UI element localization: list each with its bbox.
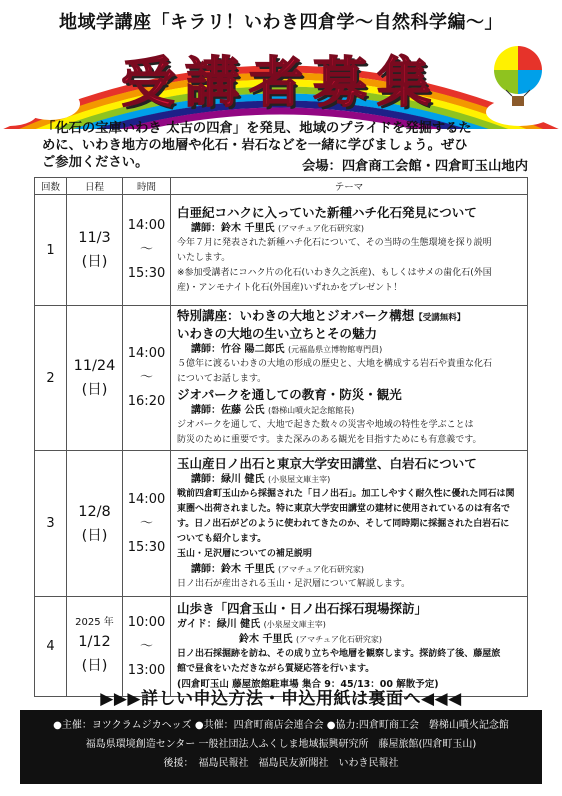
date-value: 11/3 [78, 230, 111, 246]
end-time: 16:20 [127, 394, 166, 409]
session-title [177, 308, 523, 326]
supplement-title: 玉山・足沢層についての補足説明 [177, 548, 312, 559]
table-header-row [35, 178, 528, 195]
main-title: 受講者募集 [121, 51, 441, 114]
session-date [67, 306, 123, 451]
session-no: 1 [35, 195, 67, 306]
table-row [35, 306, 528, 451]
lecturer [177, 342, 523, 357]
session-date [67, 195, 123, 306]
day-value: (日) [81, 527, 108, 544]
session-title: ジオパークを通しての教育・防災・観光 [177, 387, 402, 402]
footer-line: ●主催：ヨツクラムジカヘッズ ●共催：四倉町商店会連合会 ●協力:四倉町商工会 磐梯山噴火記念館 [53, 720, 509, 731]
start-time: 14:00 [127, 218, 166, 233]
end-time: 15:30 [127, 539, 166, 555]
free-tag: 【受講無料】 [414, 313, 466, 323]
intro-line: めに、いわき地方の地層や化石・岩石などを一緒に学びましょう。ぜひ [42, 138, 468, 153]
time-separator: 〜 [139, 638, 153, 654]
lecturer-affiliation: (アマチュア化石研究家) [277, 223, 364, 233]
guide-name: 鈴木 千里氏 [239, 634, 293, 645]
start-time: 10:00 [127, 614, 166, 630]
lecturer-name: 講師：鈴木 千里氏 [191, 563, 275, 575]
application-notice: ▶▶▶詳しい申込方法・申込用紙は裏面へ◀◀◀ [100, 689, 462, 709]
guide-affiliation: (アマチュア化石研究家) [295, 635, 382, 644]
end-time: 13:00 [127, 662, 166, 678]
session-theme [171, 195, 528, 306]
session-title: 白亜紀コハクに入っていた新種ハチ化石発見について [177, 204, 477, 220]
day-value: (日) [81, 254, 108, 270]
title-text: 特別講座：いわきの大地とジオパーク構想 [177, 308, 415, 323]
start-time: 14:00 [127, 346, 166, 361]
description: 館で昼食をいただきながら質疑応答を行います。 [177, 664, 375, 674]
header-title: 地域学講座「キラリ！いわき四倉学〜自然科学編〜」 [59, 12, 503, 33]
guide-affiliation: (小泉屋文庫主宰) [263, 620, 326, 629]
footer-credits [20, 710, 542, 784]
year-value: 2025 年 [75, 616, 114, 628]
time-separator: 〜 [139, 242, 153, 257]
table-row [35, 195, 528, 306]
header-theme: テーマ [171, 178, 528, 195]
intro-line: ご参加ください。 [42, 155, 149, 170]
session-no: 4 [35, 597, 67, 697]
lecturer-affiliation: (磐梯山噴火記念館館長) [267, 406, 355, 415]
description: 今年７月に発表された新種ハチ化石について、その当時の生態環境を探り説明 [177, 237, 492, 248]
session-time [123, 597, 171, 697]
session-no: 2 [35, 306, 67, 451]
description: ５億年に渡るいわきの大地の形成の歴史と、大地を構成する岩石や貴重な化石 [177, 359, 493, 369]
header-no: 回数 [35, 178, 67, 195]
description: 戦前四倉町玉山から採掘された「日ノ出石」。加工しやすく耐久性に優れた同石は関 [177, 488, 515, 499]
description: いたします。 [177, 252, 231, 263]
session-no: 3 [35, 451, 67, 597]
lecturer-name: 講師：佐藤 公氏 [191, 405, 265, 416]
description: す。日ノ出石がどのように使われてきたのか、そして同時期に採掘された白岩石に [177, 518, 510, 529]
lecturer-affiliation: (アマチュア化石研究家) [277, 564, 364, 574]
description: 日ノ出石採掘跡を訪ね、その成り立ちや地層を観察します。探訪終了後、藤屋旅 [177, 649, 501, 659]
lecturer [177, 403, 523, 418]
note: ※参加受講者にコハク片の化石(いわき久之浜産)、もしくはサメの歯化石(外国 [177, 267, 492, 278]
lecturer-name: 講師：鈴木 千里氏 [191, 222, 275, 234]
session-title: 山歩き「四倉玉山・日ノ出石採石現場探訪」 [177, 601, 428, 616]
header-date: 日程 [67, 178, 123, 195]
guide-name: ガイド：緑川 健氏 [177, 619, 261, 630]
footer-line: 福島県環境創造センター 一般社団法人ふくしま地域振興研究所 藤屋旅館(四倉町玉山) [85, 739, 477, 750]
schedule-table [34, 177, 528, 697]
date-value: 1/12 [78, 633, 111, 650]
lecturer [177, 472, 523, 487]
description: 防災のために重要です。また深みのある観光を目指すためにも有意義です。 [177, 435, 482, 445]
session-time [123, 451, 171, 597]
balloon-icon [492, 44, 544, 110]
venue-text: 会場：四倉商工会館・四倉町玉山地内 [301, 159, 528, 174]
time-separator: 〜 [139, 370, 153, 385]
end-time: 15:30 [127, 266, 166, 281]
date-value: 11/24 [73, 358, 116, 374]
session-subtitle: いわきの大地の生い立ちとその魅力 [177, 326, 378, 341]
intro-line: 「化石の宝庫いわき 太古の四倉」を発見、地域のプライドを発掘するた [42, 121, 472, 136]
lecturer [177, 221, 523, 236]
table-row [35, 597, 528, 697]
date-value: 12/8 [78, 503, 111, 520]
footer-line: 後援： 福島民報社 福島民友新聞社 いわき民報社 [163, 758, 399, 769]
lecturer [177, 562, 523, 577]
meeting-info: (四倉町玉山 藤屋旅館駐車場 集合 9：45/13：00 解散予定) [177, 679, 439, 690]
session-title: 玉山産日ノ出石と東京大学安田講堂、白岩石について [177, 455, 477, 471]
description: ついても紹介します。 [177, 533, 267, 544]
session-date [67, 597, 123, 697]
start-time: 14:00 [127, 491, 166, 507]
guide [177, 632, 523, 647]
description: 日ノ出石が産出される玉山・足沢層について解説します。 [177, 578, 411, 589]
session-theme [171, 597, 528, 697]
header-time: 時間 [123, 178, 171, 195]
lecturer-name: 講師：竹谷 陽二郎氏 [191, 344, 285, 355]
description: ジオパークを通して、大地で起きた数々の災害や地域の特性を学ぶことは [177, 420, 474, 430]
description: 東圏へ出荷されました。特に東京大学安田講堂の建材に使用されているのは有名で [177, 503, 511, 514]
description: についてお話します。 [177, 374, 267, 384]
day-value: (日) [81, 382, 108, 398]
lecturer-name: 講師：緑川 健氏 [191, 473, 265, 485]
lecturer-affiliation: (元福島県立博物館専門員) [287, 345, 383, 354]
day-value: (日) [81, 657, 108, 674]
lecturer-affiliation: (小泉屋文庫主宰) [267, 474, 331, 484]
guide [177, 617, 523, 632]
session-date [67, 451, 123, 597]
table-row [35, 451, 528, 597]
session-time [123, 195, 171, 306]
note: 産)・アンモナイト化石(外国産)いずれかをプレゼント！ [177, 282, 403, 293]
session-time [123, 306, 171, 451]
time-separator: 〜 [139, 515, 153, 531]
session-theme [171, 306, 528, 451]
session-theme [171, 451, 528, 597]
